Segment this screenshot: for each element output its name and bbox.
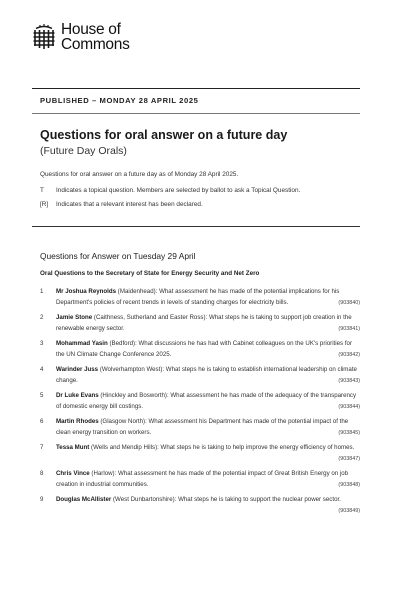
question-text: : What steps he is taking to support job creation in the renewable energy sector. [56, 314, 352, 332]
question-reference: (903845) [338, 429, 360, 436]
question-text: : What steps he is taking to support the nuclear power sector. [174, 496, 341, 503]
member-name: Warinder Juss [56, 366, 99, 373]
member-name: Mohammad Yasin [56, 340, 108, 347]
question-reference: (903843) [338, 377, 360, 384]
portcullis-icon [32, 24, 56, 50]
question-number: 1 [40, 288, 44, 295]
member-name: Martin Rhodes [56, 418, 99, 425]
legend-symbol: T [40, 187, 44, 194]
constituency: (Harlow) [91, 470, 115, 477]
subheader-rule [32, 113, 360, 114]
question-body [56, 469, 360, 490]
question-text: : What assessment he has made of the adequacy of the transparency of domestic energy bill costings. [56, 392, 357, 410]
legend-text: Indicates that a relevant interest has been declared. [56, 201, 203, 208]
constituency: (Hinckley and Bosworth) [100, 392, 167, 399]
question-reference: (903841) [338, 325, 360, 332]
question-body [56, 339, 360, 360]
question-body [56, 443, 360, 454]
question-number: 8 [40, 470, 44, 477]
legend-text: Indicates a topical question. Members are selected by ballot to ask a Topical Question. [56, 187, 301, 194]
intro-text: Questions for oral answer on a future day as of Monday 28 April 2025. [40, 171, 239, 178]
question-item [40, 391, 360, 417]
question-item [40, 417, 360, 443]
published-date: PUBLISHED – MONDAY 28 APRIL 2025 [40, 96, 199, 105]
constituency: (Caithness, Sutherland and Easter Ross) [93, 314, 206, 321]
page-title: Questions for oral answer on a future day [40, 128, 288, 142]
question-text: : What assessment his Department has made of the potential impact of the clean energy transition on workers. [56, 418, 349, 436]
question-reference: (903844) [338, 403, 360, 410]
question-body [56, 391, 360, 412]
question-text: : What assessment he has made of the potential implications for his Department's policies of recent trends in levels of standing charges for electricity bills. [56, 288, 340, 306]
question-reference: (903849) [338, 507, 360, 514]
logo-wordmark [61, 22, 130, 52]
question-item [40, 287, 360, 313]
question-reference: (903842) [338, 351, 360, 358]
question-item [40, 365, 360, 391]
question-text: : What assessment he has made of the potential impact of Great British Energy on job creation in industrial communities. [56, 470, 349, 488]
constituency: (Glasgow North) [100, 418, 146, 425]
question-body [56, 495, 360, 506]
question-text: : What steps he is taking to help improve the energy efficiency of homes. [157, 444, 355, 451]
legend-interest [40, 201, 203, 208]
question-list [40, 287, 360, 521]
question-number: 3 [40, 340, 44, 347]
department-heading: Oral Questions to the Secretary of State for Energy Security and Net Zero [40, 270, 260, 277]
legend-topical [40, 187, 300, 194]
question-item [40, 443, 360, 469]
question-number: 2 [40, 314, 44, 321]
constituency: (Maidenhead) [117, 288, 156, 295]
constituency: (Wells and Mendip Hills) [91, 444, 158, 451]
member-name: Tessa Munt [56, 444, 90, 451]
constituency: (West Dunbartonshire) [113, 496, 175, 503]
question-text: : What discussions he has had with Cabinet colleagues on the UK's priorities for the UN Climate Change Conference 2025. [56, 340, 352, 358]
legend-symbol: [R] [40, 201, 49, 208]
question-body [56, 313, 360, 334]
member-name: Chris Vince [56, 470, 90, 477]
question-number: 5 [40, 392, 44, 399]
question-reference: (903840) [338, 299, 360, 306]
member-name: Dr Luke Evans [56, 392, 99, 399]
page-subtitle: (Future Day Orals) [40, 145, 127, 157]
question-number: 6 [40, 418, 44, 425]
member-name: Mr Joshua Reynolds [56, 288, 117, 295]
question-number: 9 [40, 496, 44, 503]
question-number: 7 [40, 444, 44, 451]
section-heading: Questions for Answer on Tuesday 29 April [40, 251, 196, 261]
constituency: (Bedford) [109, 340, 136, 347]
question-item [40, 339, 360, 365]
member-name: Douglas McAllister [56, 496, 112, 503]
question-item [40, 495, 360, 521]
question-reference: (903847) [338, 455, 360, 462]
logo-line-2: Commons [61, 36, 130, 53]
question-item [40, 469, 360, 495]
logo-line-1: House of [61, 21, 121, 38]
question-body [56, 287, 360, 308]
question-reference: (903848) [338, 481, 360, 488]
question-body [56, 365, 360, 386]
house-of-commons-logo [32, 22, 130, 52]
section-rule [32, 226, 360, 227]
question-item [40, 313, 360, 339]
question-number: 4 [40, 366, 44, 373]
constituency: (Wolverhampton West) [99, 366, 163, 373]
member-name: Jamie Stone [56, 314, 93, 321]
question-text: : What steps he is taking to establish international leadership on climate change. [56, 366, 357, 384]
question-body [56, 417, 360, 438]
header-rule [32, 88, 360, 89]
